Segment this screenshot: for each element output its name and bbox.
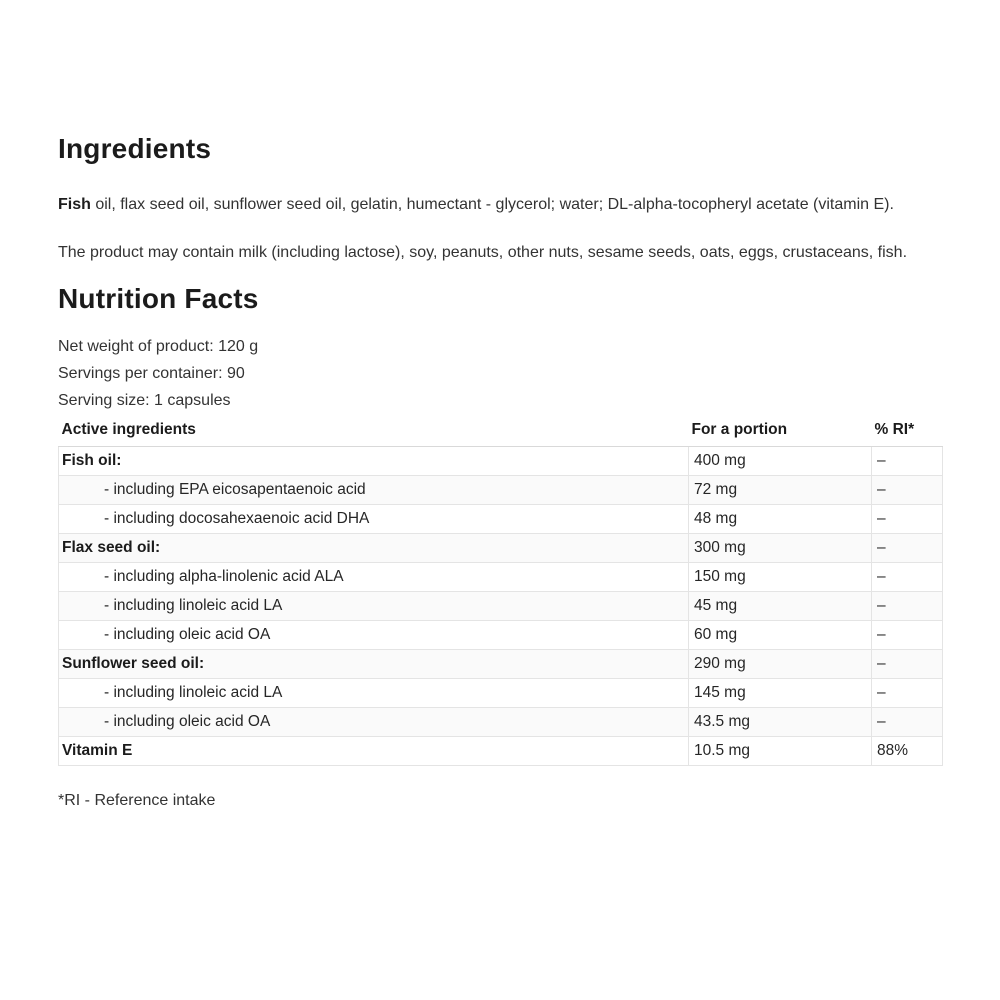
- nutrition-facts-heading: Nutrition Facts: [58, 283, 259, 314]
- portion-value: 45 mg: [689, 592, 872, 621]
- column-active-ingredients: Active ingredients: [59, 418, 689, 447]
- ri-value: –: [872, 534, 943, 563]
- ri-value: –: [872, 476, 943, 505]
- ingredient-name: Sunflower seed oil:: [59, 650, 689, 679]
- nutrition-table-header: [59, 418, 943, 447]
- ingredient-name: - including linoleic acid LA: [59, 592, 689, 621]
- header-row: [59, 418, 943, 447]
- ingredient-name: - including oleic acid OA: [59, 621, 689, 650]
- table-row-epa: [59, 476, 943, 505]
- table-row-flax-linoleic: [59, 592, 943, 621]
- composition-text: [58, 191, 942, 219]
- ri-value: –: [872, 621, 943, 650]
- ri-value: 88%: [872, 737, 943, 766]
- ingredient-name: - including EPA eicosapentaenoic acid: [59, 476, 689, 505]
- composition-rest: oil, flax seed oil, sunflower seed oil, gelatin, humectant - glycerol; water; DL-alpha-tocopheryl acetate (vitamin E).: [90, 196, 894, 213]
- ri-value: –: [872, 447, 943, 476]
- serving-info: [58, 333, 942, 414]
- servings-per-container-line: Servings per container: 90: [58, 365, 245, 382]
- portion-value: 150 mg: [689, 563, 872, 592]
- ingredient-name: Vitamin E: [59, 737, 689, 766]
- ingredient-name: Fish oil:: [59, 447, 689, 476]
- ri-value: –: [872, 592, 943, 621]
- portion-value: 48 mg: [689, 505, 872, 534]
- ingredient-name: - including docosahexaenoic acid DHA: [59, 505, 689, 534]
- ingredient-name: Flax seed oil:: [59, 534, 689, 563]
- ri-value: –: [872, 563, 943, 592]
- ri-value: –: [872, 679, 943, 708]
- nutrition-table: [58, 418, 943, 766]
- table-row-sunflower-oleic: [59, 708, 943, 737]
- ingredient-name: - including linoleic acid LA: [59, 679, 689, 708]
- table-row-sunflower-linoleic: [59, 679, 943, 708]
- portion-value: 72 mg: [689, 476, 872, 505]
- portion-value: 400 mg: [689, 447, 872, 476]
- net-weight-line: Net weight of product: 120 g: [58, 338, 259, 355]
- table-row-dha: [59, 505, 943, 534]
- table-row-ala: [59, 563, 943, 592]
- column-for-a-portion: For a portion: [689, 418, 872, 447]
- portion-value: 300 mg: [689, 534, 872, 563]
- reference-intake-footnote: *RI - Reference intake: [58, 792, 216, 809]
- ri-value: –: [872, 505, 943, 534]
- table-row-sunflower-seed-oil: [59, 650, 943, 679]
- ingredient-name: - including oleic acid OA: [59, 708, 689, 737]
- table-row-flax-seed-oil: [59, 534, 943, 563]
- table-row-fish-oil: [59, 447, 943, 476]
- column-percent-ri: % RI*: [872, 418, 943, 447]
- composition-bold-lead: Fish: [58, 196, 91, 213]
- portion-value: 60 mg: [689, 621, 872, 650]
- nutrition-table-body: [59, 447, 943, 766]
- portion-value: 290 mg: [689, 650, 872, 679]
- ingredient-name: - including alpha-linolenic acid ALA: [59, 563, 689, 592]
- ri-value: –: [872, 650, 943, 679]
- table-row-vitamin-e: [59, 737, 943, 766]
- serving-size-line: Serving size: 1 capsules: [58, 392, 231, 409]
- portion-value: 43.5 mg: [689, 708, 872, 737]
- ingredients-heading: Ingredients: [58, 133, 212, 164]
- ri-value: –: [872, 708, 943, 737]
- allergen-note: The product may contain milk (including lactose), soy, peanuts, other nuts, sesame seeds, oats, eggs, crustaceans, fish.: [58, 244, 908, 261]
- portion-value: 145 mg: [689, 679, 872, 708]
- product-description-section: [58, 0, 942, 810]
- portion-value: 10.5 mg: [689, 737, 872, 766]
- table-row-flax-oleic: [59, 621, 943, 650]
